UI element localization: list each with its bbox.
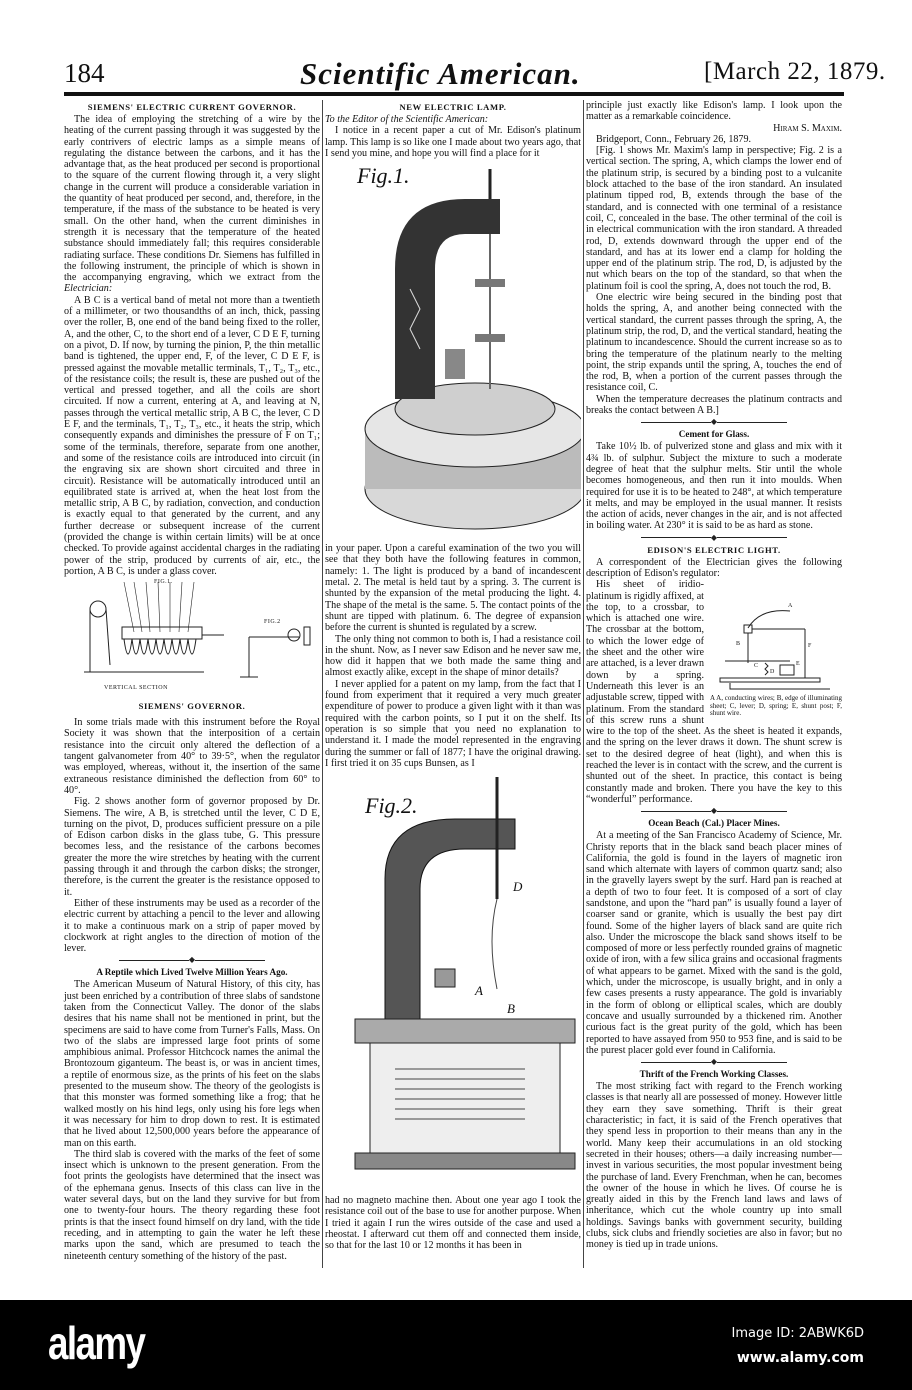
column-2	[325, 100, 581, 1252]
paragraph: The idea of employing the stretching of a wire by the heating of the current passing through it was suggested by the early contrivers of electric lamps as a simple means of regulating the distance between the carbons, and it has the advantage that, as the heat produced per second is proportional to the square of the current flowing through it, a very slight change in the current will produce a considerable variation in the quantity of heat produced per second, and, therefore, in the temperature, if the mass of the substance to be heated is very small. On the other hand, when the current diminishes in strength it is necessary that the temperature of the heated substance should immediately fall; this requires considerable radiating surface. These conditions Dr. Siemens has fulfilled in the following instrument, the principle of which is shown in the accompanying engraving, which we extract from the Electrician:	[64, 114, 320, 295]
article-title: NEW ELECTRIC LAMP.	[399, 102, 507, 112]
lamp-section-engraving	[325, 769, 581, 1195]
paragraph: One electric wire being secured in the binding post that holds the spring, A, and another being connected with the vertical standard, the current passes through the spring, A, the platinum strip, the rod, D, and the vertical standard, heating the platinum to incandescence. Should the current increase so as to bring the temperature of the platinum nearly to the melting point, the strip expands until the spring, A, touches the end of the rod, B, when a portion of the current passes through the resistance coil, C.	[586, 292, 842, 394]
label-c: C	[754, 663, 759, 670]
article-title: EDISON'S ELECTRIC LIGHT.	[647, 544, 781, 555]
watermark-url: www.alamy.com	[736, 1350, 864, 1366]
issue-date: [March 22, 1879.	[704, 58, 886, 85]
paragraph: had no magneto machine then. About one year ago I took the resistance coil out of the base to use for another purpose. When I tried it again I run the wires outside of the case and used a rheostat. I afterward cut them off and connected them inside, so that for the last 10 or 12 months it has been in	[325, 1195, 582, 1252]
column-3	[586, 100, 842, 1251]
article-title: SIEMENS' ELECTRIC CURRENT GOVERNOR.	[87, 102, 297, 112]
paragraph: I never applied for a patent on my lamp, from the fact that I found from experiment that it required a very much greater expenditure of power to produce a given light with it than was required with the carbon points, so I put it on the shelf. Its operation is so simple that you need no explanation to understand it. I made the model represented in the engraving during the summer or fall of 1877; I have the original drawing. I first tried it on 35 cups Bunsen, as I	[325, 678, 581, 769]
regulator-diagram	[710, 603, 842, 695]
header-rule	[64, 92, 844, 96]
paragraph: Take 10½ lb. of pulverized stone and glass and mix with it 4¾ lb. of sulphur. Subject the mixture to such a moderate degree of heat that the sulphur melts. Stir until the whole becomes homogeneous, and then run it into moulds. When required for use it is to be heated to 248°, at which temperature it melts, and may be employed in the usual manner. It resists the action of acids, never changes in the air, and is not affected in boiling water. At 230° it is said to be as hard as stone.	[586, 441, 842, 532]
section-label: VERTICAL SECTION	[104, 685, 168, 692]
fig1-label: FIG.1.	[154, 579, 173, 586]
dateline: Bridgeport, Conn., February 26, 1879.	[596, 133, 752, 145]
paragraph: His sheet of iridio-platinum is rigidly affixed, at the top, to a crossbar, to which is attached one wire. The crossbar at the bottom, to which the lower edge of the sheet and the other wire are attached, is a lever drawn down by a spring. Underneath this lever is an adjustable screw, tipped with platinum. From the standard of this screw runs a shunt wire to the top of the sheet. As the sheet is heated it expands, and the spring on the lever draws it down. The shunt screw is set to the desired degree of heat (light), and when this is reached the lever is in contact with the screw, and the current is shunted out of the sheet. In practice, this contact is being constantly made and broken. There you have the key to this “wonderful” performance.	[586, 579, 842, 805]
ornament-divider: ◆	[64, 956, 320, 964]
figure-caption: SIEMENS' GOVERNOR.	[138, 701, 246, 712]
article-title: Thrift of the French Working Classes.	[639, 1069, 789, 1080]
lamp-perspective-engraving	[325, 159, 581, 543]
ornament-divider: ◆	[586, 418, 842, 426]
page-number: 184	[64, 58, 105, 88]
label-b: B	[736, 641, 741, 648]
column-divider	[583, 100, 584, 1268]
paragraph: A B C is a vertical band of metal not more than a twentieth of a millimeter, or two thousandths of an inch, thick, passing over the roller, B, one end of the band being fixed to the roller, A, and the other, C, to the short end of a lever, C D E F, turning on a pivot, D. If now, by turning the pinion, P, the thin metallic band is tightened, the upper end, F, of the lever, C D E F, is pressed against the movable metallic terminals, T₁, T₂, T₃, etc., of the resistance coils; the result is, these are pushed out of the vertical and pressed together, and all the coils are short circuited. If now a current, entering at A, and leaving at N, passes through the vertical metallic strip, A B C, the lever, C D E F, and the terminals, T₁, T₂, T₃, etc., it heats the strip, which consequently expands and diminishes the pressure of F on T₁; some of the terminals, therefore, separate from one another, and some of the resistance coils are introduced into circuit (in the engraving six are shown short circuited and three in circuit). Resistance will be automatically introduced until an equilibrated state is arrived at, when the heat lost from the metallic strip, A B C, by radiation, convection, and conduction is exactly equal to that generated by the current, and any further decrease or subsequent increase of the current (provided the change is within certain limits) will be at once checked. To provide against accidental charges in the radiating power of the strip, produced by currents of air, etc., the portion, A B C, is under a glass cover.	[64, 294, 321, 577]
maxim-lamp-fig2	[325, 769, 581, 1195]
label-e: E	[796, 661, 801, 668]
ornament-divider: ◆	[586, 807, 842, 815]
fig2-label: Fig.2.	[365, 793, 418, 819]
paragraph: The only thing not common to both is, I had a resistance coil in the shunt. Now, as I never saw Edison and he never saw me, how did it happen that we both made the same thing and almost exactly alike, except in the shape of minor details?	[325, 633, 581, 679]
ornament-divider: ◆	[586, 1058, 842, 1066]
paragraph: The American Museum of Natural History, of this city, has just been enriched by a contribution of three slabs of sandstone taken from the Connecticut Valley. The donor of the slabs desires that his name shall not be mentioned in print, but the specimens are said to have come from Turner's Falls, Mass. On two of the slabs are impressed large foot prints of some amphibious animal. Professor Hitchcock names the animal the Brontozoum giganteum. The beast is, or was in ancient times, a reptile of enormous size, as the prints of his feet on the slabs presented to the museum show. The theory of the geologists is that this monster was formed something like a frog; that he walked mostly on his hind legs, only using his fore legs when it was necessary for him to drop down to rest. It is estimated that he lived about 12,500,000 years before the appearance of man on this earth.	[64, 979, 320, 1149]
paragraph: The third slab is covered with the marks of the feet of some insect which is unknown to the present generation. From the foot prints the geologists have determined that the insect was of the ephemana genus. Insects of this class can live in the water several days, but on the land they survive for but from one to twenty-four hours. The theory regarding these foot prints is that the insect found himself on dry land, with the tide receding, and in attempting to gain the water he left these marks upon the sand, which are presumed to teach the nineteenth century something of the history of the past.	[64, 1148, 320, 1262]
siemens-governor-figure	[64, 577, 320, 699]
paragraph: Fig. 2 shows another form of governor proposed by Dr. Siemens. The wire, A B, is stretched until the lever, C D E, turning on the pivot, D, produces sufficient pressure on a pile of Edison carbon disks in the glass tube, G. This pressure becomes less, and the resistance of the carbons becomes greater the more the wire stretches by heating with the current passing through it and through the carbon disks; the stronger, therefore, is the current the greater is the resistance opposed to it.	[64, 796, 320, 898]
paragraph: In some trials made with this instrument before the Royal Society it was shown that the interposition of a certain resistance into the circuit only altered the deflection of a tangent galvanometer from 40° to 39·5°, when the regulator was employed, whereas, without it, the insertion of the same extraneous resistance diminished the deflection from 60° to 40°.	[64, 717, 320, 796]
label-a: A	[788, 603, 793, 610]
figure-caption: A A, conducting wires; B, edge of illuminating sheet; C, lever; D, spring; E, shunt post; F, shunt wire.	[710, 694, 842, 718]
label-d: D	[770, 669, 775, 676]
edison-regulator-figure	[710, 603, 842, 718]
paragraph: principle just exactly like Edison's lamp. I look upon the matter as a remarkable coincidence.	[586, 100, 842, 123]
masthead: Scientific American.	[300, 56, 581, 91]
label-b: B	[507, 1001, 515, 1017]
article-title: Cement for Glass.	[678, 429, 750, 440]
label-a: A	[475, 983, 483, 999]
maxim-lamp-fig1	[325, 159, 581, 543]
signature: Hiram S. Maxim.	[773, 122, 842, 134]
fig2-label: FIG.2	[264, 619, 281, 626]
salutation: To the Editor of the Scientific American:	[325, 114, 489, 125]
paragraph: The most striking fact with regard to the French working classes is that nearly all are possessed of money. However little they earn they save something. Thrift is their great characteristic; in fact, it is said of the French operatives that they spend less in proportion to their means than any in the world. Many keep their accumulations in an old stocking secreted in their houses; others—a daily increasing number—invest in various securities, the most popular investment being the purchase of land. Every Frenchman, when he can, becomes the owner of the house in which he lives. Of course he is greatly aided in this by the French land laws and laws of inheritance, which cut the whole country up into small holdings. Savings banks with government security, building clubs, sick clubs and friendly societies are also in favor; but no money is tied up in trade unions.	[586, 1081, 842, 1251]
label-d: D	[513, 879, 523, 895]
label-f: F	[808, 643, 812, 650]
paragraph: At a meeting of the San Francisco Academy of Science, Mr. Christy reports that in the black sand beach placer mines of California, the gold is found in the layers of magnetic iron sand which alternate with layers of common quartz sand; also in the gravelly layers swept by the surf. Hard pan is reached at a depth of two to four feet. It is composed of a sort of clay sandstone, and upon the “hard pan” is usually found a layer of coarser sand or granite, which is usually the best pay dirt found. Some of the higher layers of black sand are quite rich also. Under the microscope the black sand shows itself to be composed of more or less perfectly rounded grains of magnetic oxide of iron, with a few silica grains and occasional fragments of what appears to be garnet. Mixed with the sand is the gold, which, under the microscope, is usually bright, and in only a few cases presents a rusty appearance. The gold is invariably in the form of oblong or elliptical scales, which are doubly concave and usually surrounded by a thickened rim. Another curious fact is the great purity of the gold, which has been reported to have assayed from 950 to 953 fine, and is said to be the purest placer gold ever found in California.	[586, 830, 842, 1056]
paragraph: in your paper. Upon a careful examination of the two you will see that they both have the following features in common, namely: 1. The light is produced by a band of incandescent metal. 2. The metal is held taut by a spring. 3. The current is shunted by the expansion of the metal producing the light. 4. The shape of the metal is the same. 5. The contact points of the shunt are tipped with platinum. 6. The degree of expansion before the current is shunted is regulated by a screw.	[325, 543, 581, 634]
paragraph: When the temperature decreases the platinum contracts and breaks the contact between A B.]	[586, 393, 842, 417]
column-1	[64, 100, 320, 1262]
alamy-logo: alamy	[48, 1317, 145, 1369]
paragraph: Either of these instruments may be used as a recorder of the electric current by attaching a pencil to the lever and allowing it to make a continuous mark on a strip of paper moved by clockwork at right angles to the direction of motion of the lever.	[64, 897, 320, 955]
ornament-divider: ◆	[586, 534, 842, 542]
governor-diagram	[64, 577, 320, 699]
paragraph: [Fig. 1 shows Mr. Maxim's lamp in perspective; Fig. 2 is a vertical section. The spring, A, which clamps the lower end of the platinum strip, is secured by a binding post to a vulcanite block attached to the base of the iron standard. An insulated platinum tipped rod, B, extends through the base of the standard, and is connected with one terminal of a resistance coil, C, concealed in the base. The other terminal of the coil is in electrical communication with the iron standard. A threaded rod, D, extends downward through the upper end of the standard, and has at its lower end a clamp for holding the upper end of the platinum strip. The rod, D, is adjusted by the nut which bears on the top of the standard, so that when the platinum foil is cool the spring, A, does not touch the rod, B.	[586, 145, 842, 292]
article-title: A Reptile which Lived Twelve Million Years Ago.	[96, 967, 288, 978]
paragraph: A correspondent of the Electrician gives the following description of Edison's regulator:	[586, 556, 842, 579]
image-id: Image ID: 2ABWK6D	[731, 1326, 864, 1341]
fig1-label: Fig.1.	[357, 163, 410, 189]
paragraph: I notice in a recent paper a cut of Mr. Edison's platinum lamp. This lamp is so like one I made about two years ago, that I send you mine, and hope you will find a place for it	[325, 125, 581, 159]
column-divider	[322, 100, 323, 1268]
watermark-banner	[0, 1300, 912, 1390]
article-title: Ocean Beach (Cal.) Placer Mines.	[648, 818, 780, 829]
